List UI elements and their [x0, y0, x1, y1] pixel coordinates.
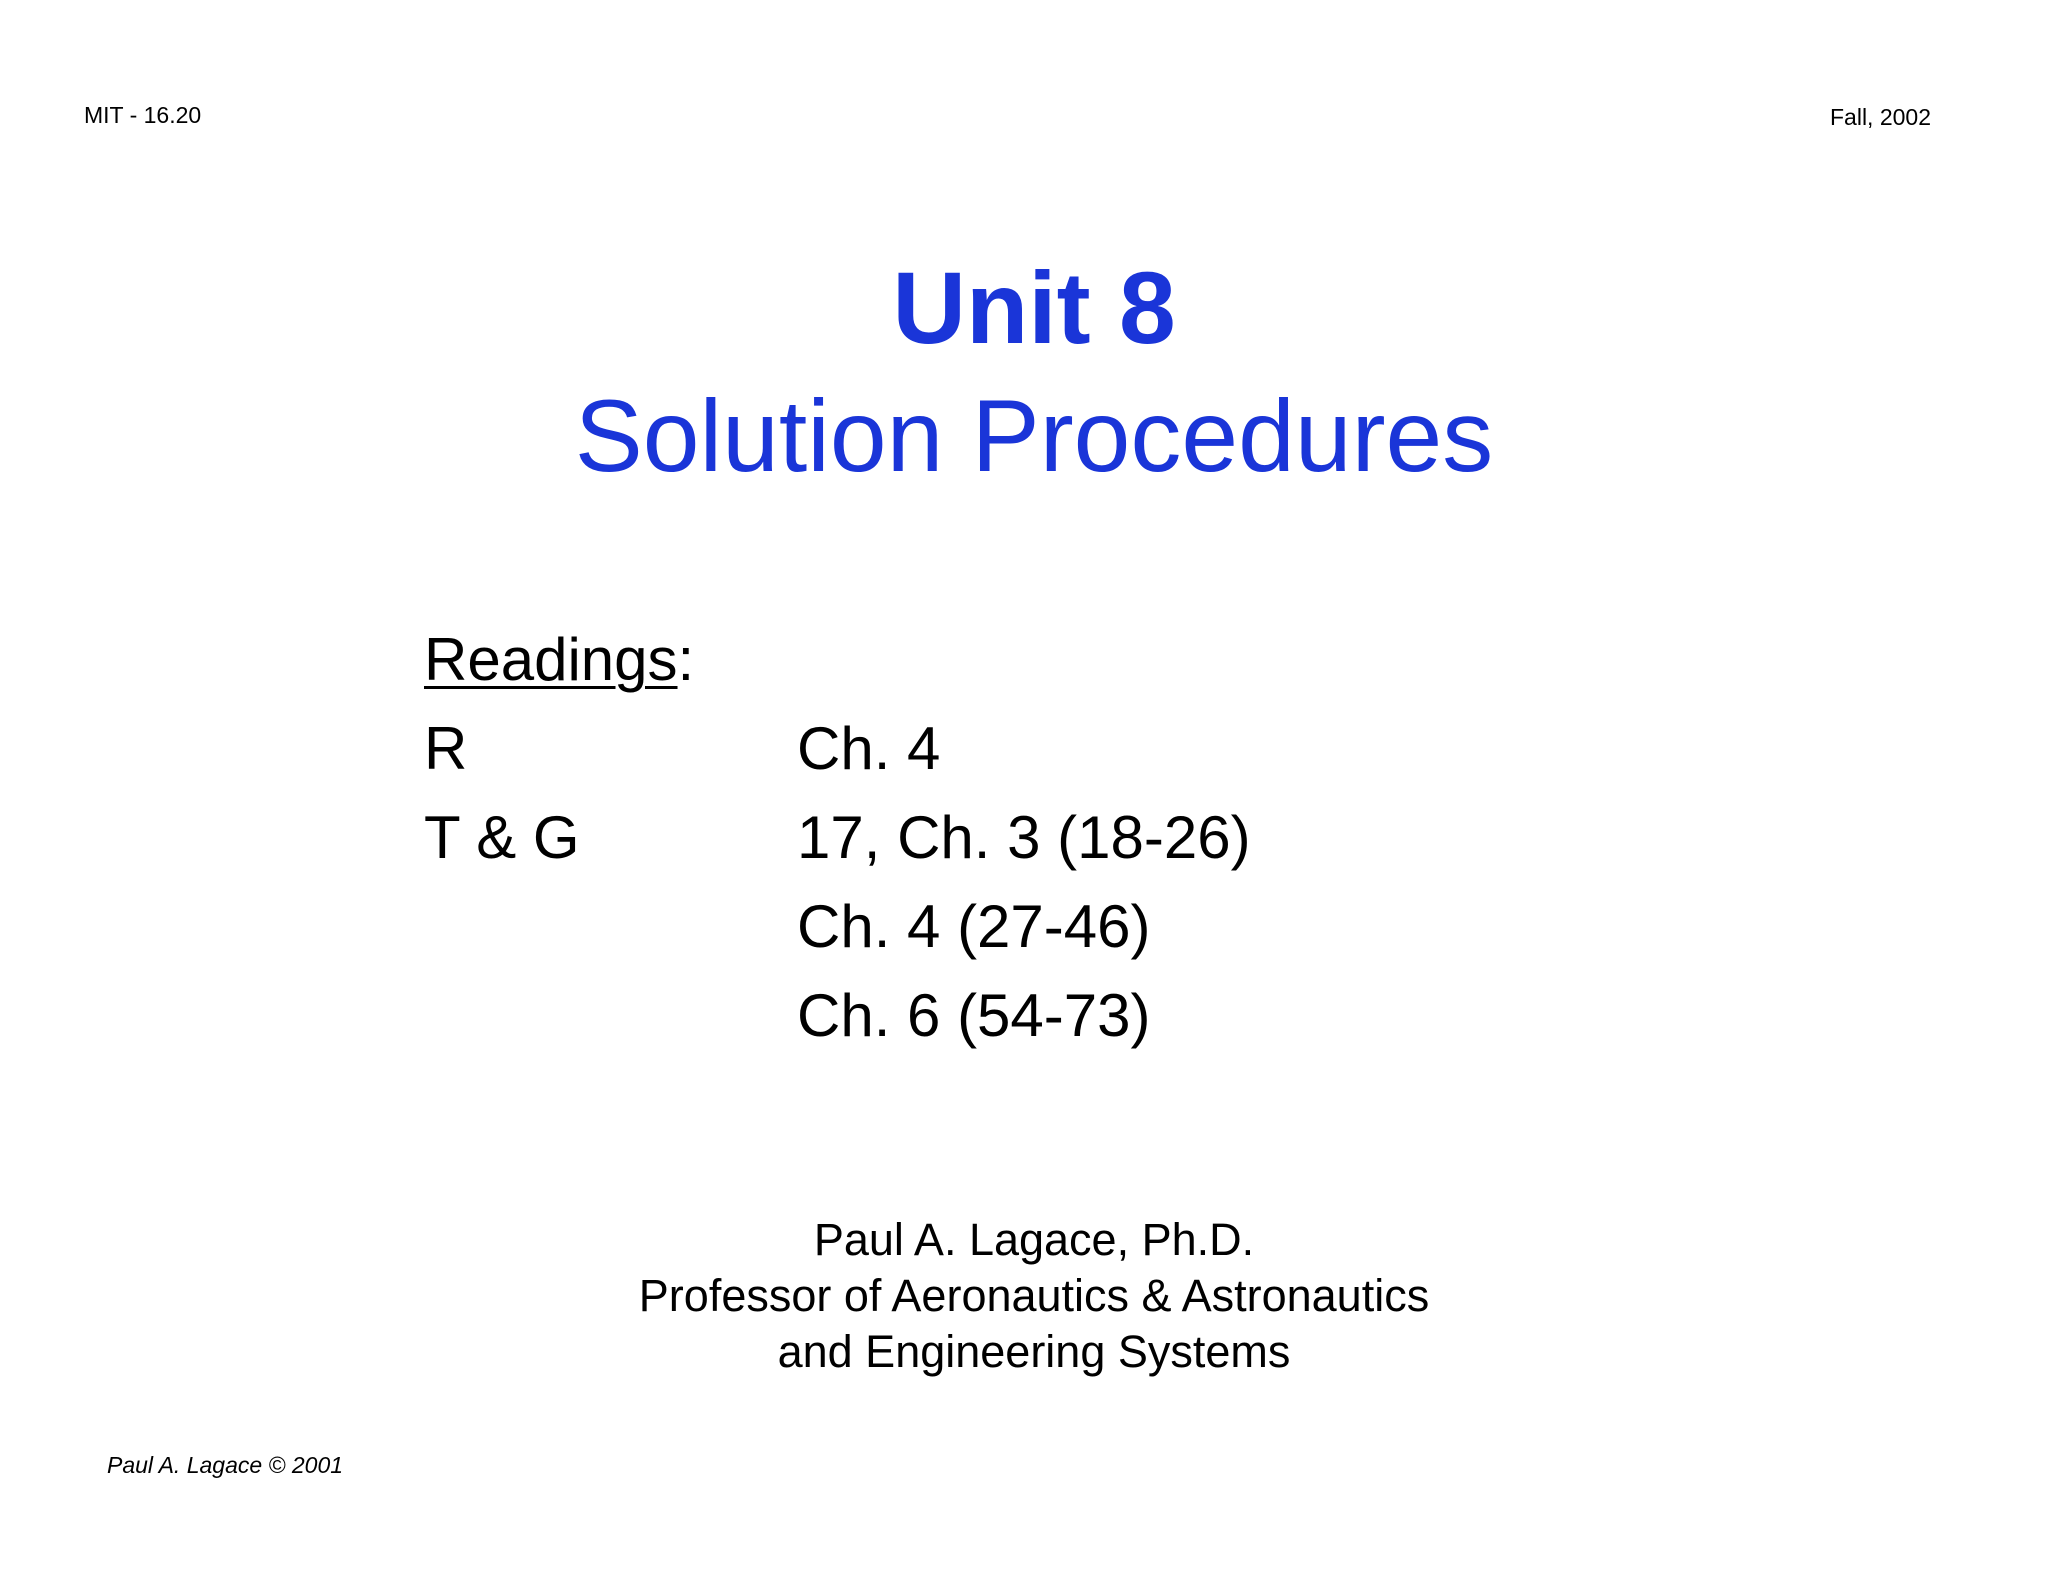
author-name: Paul A. Lagace, Ph.D. — [813, 1214, 1255, 1265]
term-label: Fall, 2002 — [1830, 104, 1932, 130]
reading-refs: Ch. 4 (27-46) — [797, 893, 1151, 960]
reading-row — [424, 704, 1251, 793]
reading-row — [424, 793, 1251, 882]
reading-source: R — [424, 715, 468, 782]
unit-subtitle: Solution Procedures — [574, 379, 1494, 493]
reading-refs: Ch. 4 — [797, 715, 941, 782]
reading-source — [424, 971, 797, 1060]
author-title-line-2: and Engineering Systems — [777, 1326, 1291, 1377]
reading-refs: Ch. 6 (54-73) — [797, 982, 1151, 1049]
readings-heading-colon: : — [677, 626, 695, 693]
readings-heading — [424, 615, 1251, 704]
readings-heading-text: Readings — [424, 626, 678, 693]
course-label: MIT - 16.20 — [84, 102, 202, 128]
reading-refs: 17, Ch. 3 (18-26) — [797, 804, 1251, 871]
reading-row — [424, 882, 1251, 971]
copyright-footer: Paul A. Lagace © 2001 — [107, 1452, 344, 1478]
reading-row — [424, 971, 1251, 1060]
unit-title: Unit 8 — [892, 251, 1176, 365]
reading-source: T & G — [424, 804, 580, 871]
readings-section — [424, 615, 1251, 1060]
reading-source — [424, 882, 797, 971]
author-block — [0, 1212, 2048, 1380]
author-title-line-1: Professor of Aeronautics & Astronautics — [638, 1270, 1430, 1321]
